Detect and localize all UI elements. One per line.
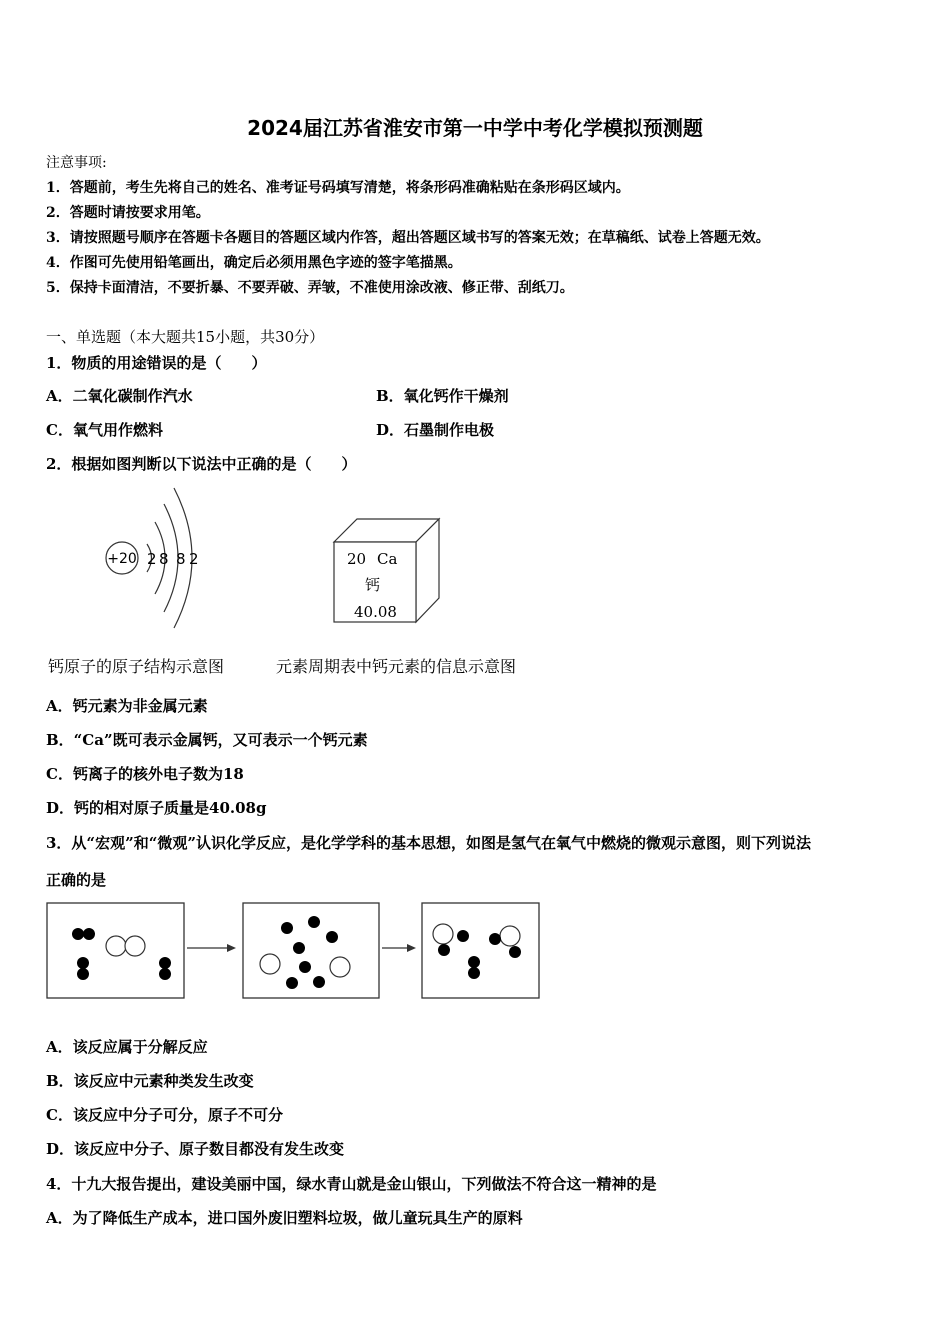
- shell-count-3: 8: [176, 550, 186, 568]
- q3-option-a[interactable]: A．该反应属于分解反应: [46, 1038, 208, 1056]
- section-heading: 一、单选题（本大题共15小题，共30分）: [46, 328, 325, 346]
- page-title: 2024届江苏省淮安市第一中学中考化学模拟预测题: [247, 116, 703, 140]
- element-cell-caption: 元素周期表中钙元素的信息示意图: [276, 657, 517, 676]
- arrow-icon: [227, 944, 236, 952]
- element-atomic-number: 20: [347, 550, 367, 568]
- q1-option-d[interactable]: D．石墨制作电极: [376, 421, 495, 439]
- q1-option-b[interactable]: B．氧化钙作干燥剂: [376, 387, 509, 405]
- calcium-atom-structure-diagram: [100, 484, 210, 634]
- atom-diagram-caption: 钙原子的原子结构示意图: [48, 657, 225, 676]
- arrow-icon: [407, 944, 416, 952]
- notice-item-2: 2．答题时请按要求用笔。: [46, 205, 210, 221]
- q2-option-b[interactable]: B．“Ca”既可表示金属钙，又可表示一个钙元素: [46, 731, 368, 749]
- q3-stem-line-2: 正确的是: [46, 871, 107, 889]
- notice-item-1: 1．答题前，考生先将自己的姓名、准考证号码填写清楚，将条形码准确粘贴在条形码区域内。: [46, 180, 630, 196]
- notice-item-5: 5．保持卡面清洁，不要折暴、不要弄破、弄皱，不准使用涂改液、修正带、刮纸刀。: [46, 280, 574, 296]
- q1-option-a[interactable]: A．二氧化碳制作汽水: [46, 387, 193, 405]
- q4-stem: 4．十九大报告提出，建设美丽中国，绿水青山就是金山银山，下列做法不符合这一精神的是: [46, 1175, 657, 1193]
- element-atomic-mass: 40.08: [354, 603, 397, 621]
- element-symbol: Ca: [377, 550, 398, 568]
- notice-heading: 注意事项:: [46, 155, 107, 171]
- q3-option-c[interactable]: C．该反应中分子可分，原子不可分: [46, 1106, 283, 1124]
- shell-count-2: 8: [159, 550, 169, 568]
- q2-option-c[interactable]: C．钙离子的核外电子数为18: [46, 765, 244, 783]
- element-name: 钙: [365, 576, 381, 594]
- notice-item-3: 3．请按照题号顺序在答题卡各题目的答题区域内作答，超出答题区域书写的答案无效；在草稿纸、试卷上答题无效。: [46, 230, 770, 246]
- q1-stem: 1．物质的用途错误的是（ ）: [46, 354, 267, 372]
- atom-nucleus-label: +20: [107, 551, 137, 567]
- q4-option-a[interactable]: A．为了降低生产成本，进口国外废旧塑料垃圾，做儿童玩具生产的原料: [46, 1209, 523, 1227]
- hydrogen-combustion-microscopic-diagram: [46, 901, 542, 1001]
- q2-option-a[interactable]: A．钙元素为非金属元素: [46, 697, 208, 715]
- shell-count-1: 2: [147, 550, 157, 568]
- q3-option-b[interactable]: B．该反应中元素种类发生改变: [46, 1072, 254, 1090]
- q3-stem-line-1: 3．从“宏观”和“微观”认识化学反应，是化学学科的基本思想，如图是氢气在氧气中燃烧的微观示意图，则下列说法: [46, 834, 811, 852]
- q1-option-c[interactable]: C．氧气用作燃料: [46, 421, 163, 439]
- q2-option-d[interactable]: D．钙的相对原子质量是40.08g: [46, 799, 267, 817]
- notice-item-4: 4．作图可先使用铅笔画出，确定后必须用黑色字迹的签字笔描黑。: [46, 255, 462, 271]
- calcium-periodic-table-cell: [333, 518, 441, 624]
- q2-stem: 2．根据如图判断以下说法中正确的是（ ）: [46, 455, 357, 473]
- q3-option-d[interactable]: D．该反应中分子、原子数目都没有发生改变: [46, 1140, 345, 1158]
- shell-count-4: 2: [189, 550, 199, 568]
